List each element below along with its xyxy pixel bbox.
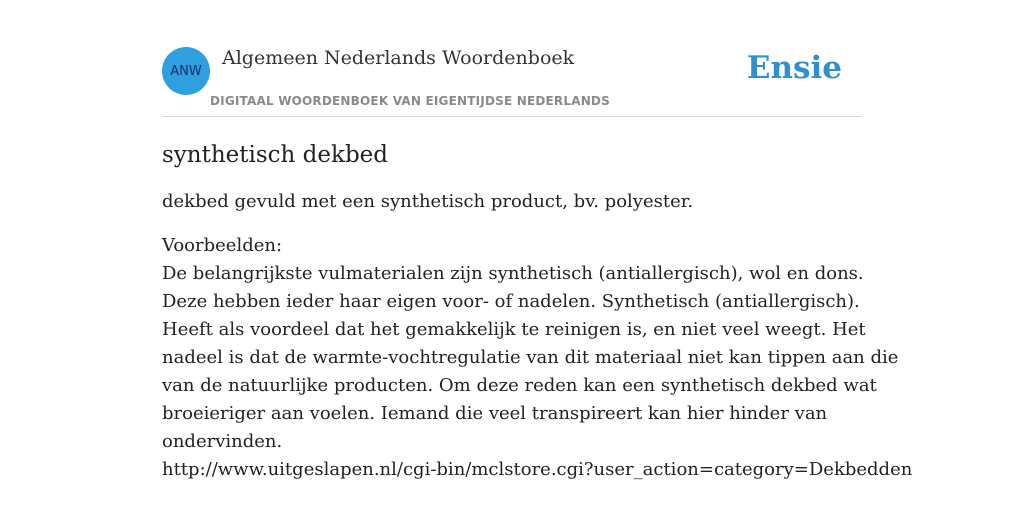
example-line: van de natuurlijke producten. Om deze reden kan een synthetisch dekbed wat bbox=[162, 375, 877, 396]
anw-logo-text: ANW bbox=[170, 63, 202, 79]
site-header bbox=[162, 44, 862, 117]
example-line: broeieriger aan voelen. Iemand die veel transpireert kan hier hinder van bbox=[162, 403, 828, 424]
example-line: nadeel is dat de warmte-vochtregulatie van dit materiaal niet kan tippen aan die bbox=[162, 347, 899, 368]
example-source-url: http://www.uitgeslapen.nl/cgi-bin/mclstore.cgi?user_action=category=Dekbedden bbox=[162, 459, 913, 480]
site-title[interactable]: Algemeen Nederlands Woordenboek bbox=[222, 47, 575, 69]
entry-content bbox=[162, 138, 913, 484]
example-line: Heeft als voordeel dat het gemakkelijk te reinigen is, en niet veel weegt. Het bbox=[162, 319, 866, 340]
entry-title: synthetisch dekbed bbox=[162, 142, 389, 168]
site-subtitle: DIGITAAL WOORDENBOEK VAN EIGENTIJDSE NEDERLANDS bbox=[210, 94, 610, 108]
example-line: ondervinden. bbox=[162, 431, 283, 452]
example-line: De belangrijkste vulmaterialen zijn synthetisch (antiallergisch), wol en dons. bbox=[162, 263, 864, 284]
example-line: Deze hebben ieder haar eigen voor- of nadelen. Synthetisch (antiallergisch). bbox=[162, 291, 860, 312]
entry-definition: dekbed gevuld met een synthetisch product, bv. polyester. bbox=[162, 191, 694, 212]
ensie-logo[interactable]: Ensie bbox=[746, 50, 842, 86]
examples-label: Voorbeelden: bbox=[162, 235, 283, 256]
anw-logo[interactable] bbox=[162, 47, 210, 95]
